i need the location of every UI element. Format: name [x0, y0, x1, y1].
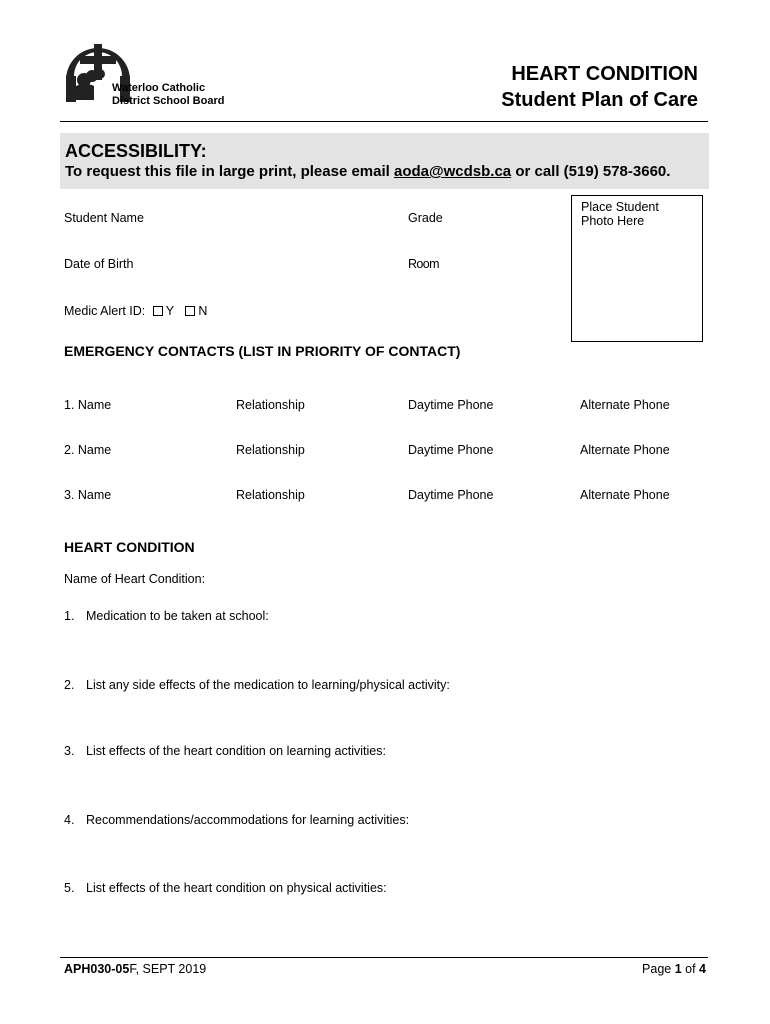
accessibility-heading: ACCESSIBILITY: [65, 141, 207, 161]
question-5 [64, 881, 387, 895]
question-3-number: 3. [64, 744, 75, 758]
footer-divider [60, 957, 708, 958]
title-line-1: HEART CONDITION [511, 63, 698, 85]
photo-line-1: Place Student [581, 200, 659, 214]
medic-alert-yes-checkbox[interactable] [153, 306, 163, 316]
student-photo-box[interactable] [571, 195, 703, 342]
page-number [642, 962, 706, 976]
question-2 [64, 678, 450, 692]
contact-1-alternate: Alternate Phone [580, 398, 670, 412]
photo-line-2: Photo Here [581, 214, 645, 228]
accessibility-text [65, 163, 709, 180]
org-line-1: Waterloo Catholic [112, 82, 206, 94]
question-5-number: 5. [64, 881, 75, 895]
accessibility-box [60, 133, 709, 189]
form-code-bold: APH030-05 [64, 962, 130, 976]
org-name [112, 82, 224, 108]
question-1-number: 1. [64, 609, 75, 623]
accessibility-email-link[interactable]: aoda@wcdsb.ca [393, 163, 512, 180]
question-4 [64, 813, 409, 827]
question-2-number: 2. [64, 678, 75, 692]
org-line-2: District School Board [112, 95, 225, 107]
document-title [501, 62, 698, 112]
question-5-text: List effects of the heart condition on physical activities: [86, 881, 387, 895]
contact-2-daytime: Daytime Phone [408, 443, 494, 457]
contact-1-relationship: Relationship [236, 398, 305, 412]
question-3 [64, 744, 386, 758]
medic-alert-row [64, 304, 207, 318]
question-1-text: Medication to be taken at school: [86, 609, 269, 623]
page-of-word: of [681, 962, 700, 976]
heart-condition-heading: HEART CONDITION [64, 539, 195, 555]
page-word: Page [642, 962, 675, 976]
grade-label: Grade [408, 211, 443, 225]
medic-alert-yes-label: Y [165, 304, 174, 318]
emergency-contacts-heading: EMERGENCY CONTACTS (LIST IN PRIORITY OF CONTACT) [64, 343, 461, 359]
contact-1-daytime: Daytime Phone [408, 398, 494, 412]
title-line-2: Student Plan of Care [501, 89, 698, 111]
contact-2-alternate: Alternate Phone [580, 443, 670, 457]
contact-2-name: 2. Name [64, 443, 112, 457]
question-4-number: 4. [64, 813, 75, 827]
page-current: 1 [674, 962, 682, 976]
header-divider [60, 121, 708, 122]
accessibility-text-after: or call (519) 578-3660. [511, 163, 671, 180]
room-label: Room [408, 257, 439, 271]
question-3-text: List effects of the heart condition on learning activities: [86, 744, 386, 758]
contact-3-alternate: Alternate Phone [580, 488, 670, 502]
student-name-label: Student Name [64, 211, 144, 225]
question-2-text: List any side effects of the medication to learning/physical activity: [86, 678, 450, 692]
form-code-rest: F, SEPT 2019 [129, 962, 207, 976]
medic-alert-no-checkbox[interactable] [185, 306, 195, 316]
contact-2-relationship: Relationship [236, 443, 305, 457]
page-total: 4 [699, 962, 706, 976]
contact-1-name: 1. Name [64, 398, 112, 412]
dob-label: Date of Birth [64, 257, 134, 271]
heart-condition-name-label: Name of Heart Condition: [64, 572, 206, 586]
form-code [64, 962, 206, 976]
question-4-text: Recommendations/accommodations for learning activities: [86, 813, 410, 827]
medic-alert-no-label: N [198, 304, 208, 318]
question-1 [64, 609, 269, 623]
accessibility-text-before: To request this file in large print, please email [65, 163, 394, 180]
medic-alert-label: Medic Alert ID: [64, 304, 146, 318]
contact-3-daytime: Daytime Phone [408, 488, 494, 502]
contact-3-name: 3. Name [64, 488, 112, 502]
contact-3-relationship: Relationship [236, 488, 305, 502]
